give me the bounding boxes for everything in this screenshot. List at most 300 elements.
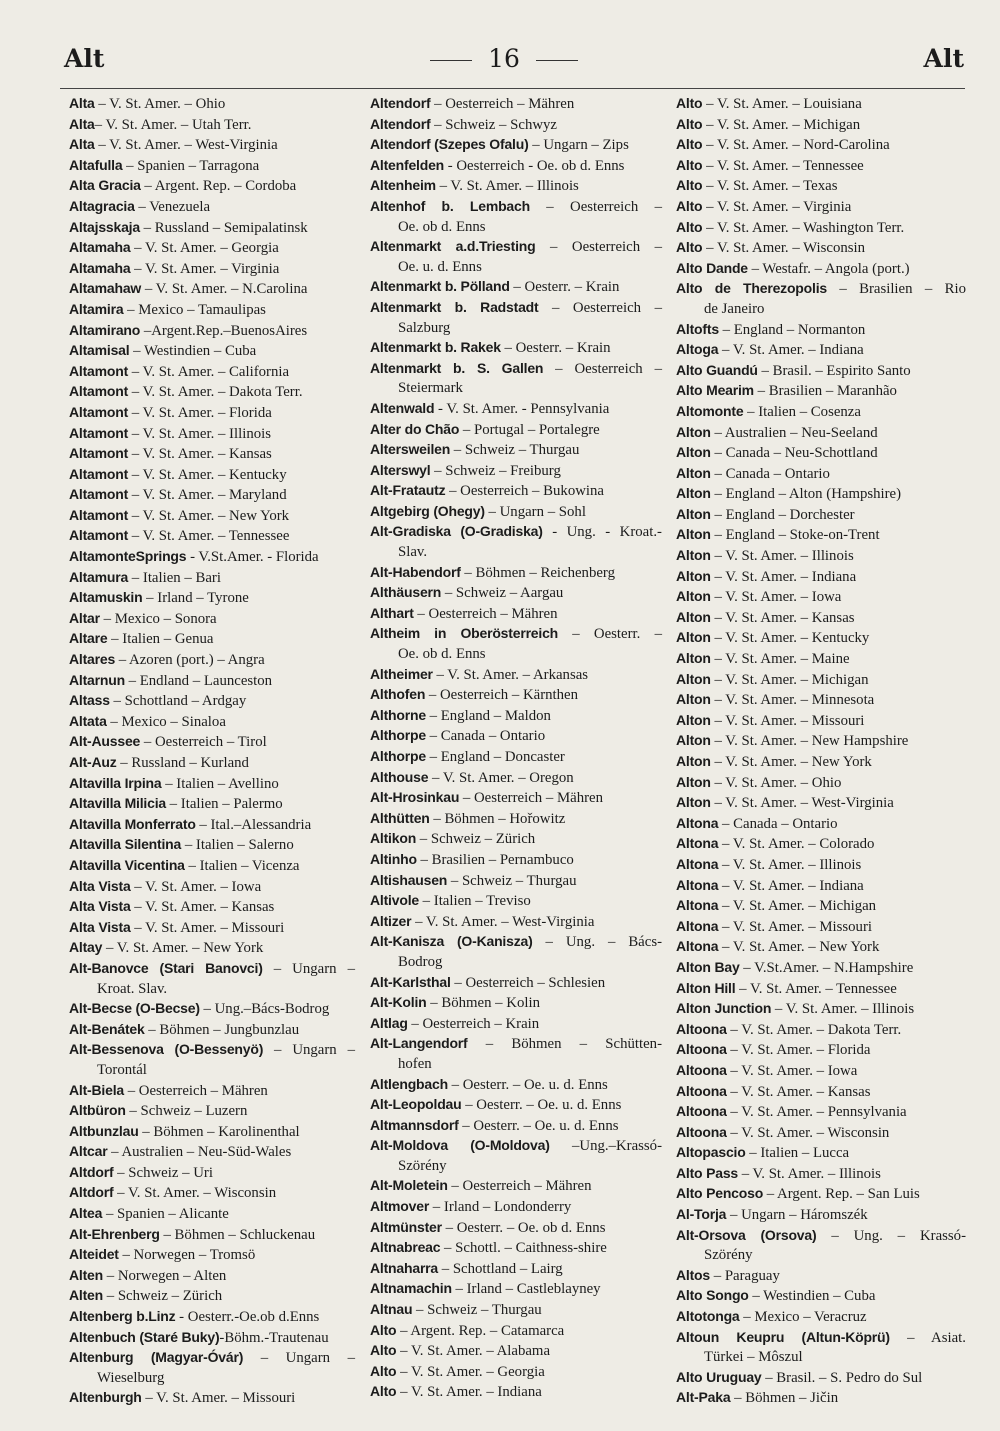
place-name: Altnabreac bbox=[370, 1239, 441, 1256]
location-description: – Irland – Castleblayney bbox=[451, 1281, 601, 1298]
place-name: Altavilla Silentina bbox=[69, 836, 182, 853]
place-name: Altoona bbox=[676, 1041, 727, 1058]
gazetteer-entry bbox=[370, 237, 662, 258]
place-name: Altendorf bbox=[370, 95, 431, 111]
gazetteer-entry bbox=[370, 298, 662, 319]
entry-continuation bbox=[370, 379, 662, 399]
location-description: – V. St. Amer. – Dakota Terr. bbox=[128, 384, 303, 401]
place-name: Althorne bbox=[370, 706, 426, 723]
place-name: Alt-Kanisza (O-Kanisza) bbox=[370, 933, 533, 950]
gazetteer-entry bbox=[69, 403, 355, 424]
gazetteer-entry bbox=[69, 321, 355, 342]
gazetteer-entry bbox=[676, 979, 966, 1000]
gazetteer-entry bbox=[676, 711, 966, 732]
location-description: – Böhmen – Kolin bbox=[426, 995, 540, 1012]
location-description: – V. St. Amer. – Louisiana bbox=[702, 96, 862, 112]
location-description: – V. St. Amer. – Tennessee bbox=[128, 528, 290, 545]
gazetteer-entry bbox=[676, 1143, 966, 1164]
location-description: –Argent.Rep.–BuenosAires bbox=[140, 322, 308, 339]
gazetteer-entry bbox=[676, 176, 966, 197]
place-name: Alton bbox=[676, 485, 711, 502]
gazetteer-entry bbox=[676, 94, 966, 115]
gazetteer-entry bbox=[69, 1328, 355, 1349]
place-name: Alt-Fratautz bbox=[370, 482, 446, 499]
location-description: -Böhm.-Trautenau bbox=[219, 1329, 329, 1346]
gazetteer-entry bbox=[370, 94, 662, 115]
gazetteer-entry bbox=[69, 609, 355, 630]
location-description: – V. St. Amer. – Illinois bbox=[771, 1001, 915, 1018]
place-name: Alton bbox=[676, 588, 711, 605]
gazetteer-entry bbox=[69, 1163, 355, 1184]
place-name: Altopascio bbox=[676, 1144, 746, 1161]
place-name: Alt-Habendorf bbox=[370, 563, 461, 580]
place-name: Alto Uruguay bbox=[676, 1368, 762, 1385]
location-description: – V. St. Amer. – Michigan bbox=[718, 898, 877, 915]
location-description: – Böhmen – Schütten- bbox=[467, 1036, 662, 1053]
gazetteer-entry bbox=[370, 1176, 662, 1197]
location-description: – Oesterreich – Mähren bbox=[413, 605, 558, 622]
location-description: – V. St. Amer. – Maryland bbox=[128, 487, 287, 504]
place-name: Altendorf bbox=[370, 115, 431, 132]
gazetteer-entry bbox=[69, 238, 355, 259]
gazetteer-entry bbox=[370, 440, 662, 461]
gazetteer-entry bbox=[676, 484, 966, 505]
place-name: Altass bbox=[69, 692, 110, 709]
place-name: Altamont bbox=[69, 445, 129, 462]
gazetteer-entry bbox=[69, 259, 355, 280]
entry-continuation bbox=[370, 1055, 662, 1075]
place-name: Alt-Leopoldau bbox=[370, 1096, 462, 1113]
location-description: – Ung.–Bács-Bodrog bbox=[199, 1001, 330, 1018]
location-description: – Westindien – Cuba bbox=[748, 1288, 876, 1305]
gazetteer-entry bbox=[370, 277, 662, 298]
gazetteer-entry bbox=[69, 877, 355, 898]
place-name: Altoga bbox=[676, 341, 719, 358]
gazetteer-entry bbox=[69, 629, 355, 650]
place-name: Altinho bbox=[370, 850, 417, 867]
place-name: Altenmarkt b. S. Gallen bbox=[370, 359, 544, 376]
gazetteer-entry bbox=[69, 794, 355, 815]
location-description: – Schweiz – Freiburg bbox=[430, 462, 561, 479]
gazetteer-entry bbox=[370, 135, 662, 156]
location-description: – Oesterreich – Mähren bbox=[124, 1082, 268, 1099]
gazetteer-entry bbox=[676, 1266, 966, 1287]
place-name: Altenhof b. Lembach bbox=[370, 197, 530, 214]
location-description: – Oesterreich – bbox=[538, 299, 662, 316]
gazetteer-entry bbox=[676, 1082, 966, 1103]
place-name: Altamira bbox=[69, 300, 124, 317]
place-name: Alton Junction bbox=[676, 1000, 772, 1017]
place-name: Alto bbox=[676, 218, 703, 235]
location-continuation: Torontál bbox=[97, 1061, 147, 1078]
gazetteer-entry bbox=[370, 604, 662, 625]
location-description: – V. St. Amer. – Iowa bbox=[710, 589, 842, 606]
place-name: Altafulla bbox=[69, 156, 123, 173]
location-description: – V. St. Amer. – Arkansas bbox=[432, 666, 589, 683]
gazetteer-entry bbox=[676, 238, 966, 259]
location-description: – Schweiz – Luzern bbox=[125, 1103, 248, 1120]
location-description: – Italien – Salerno bbox=[181, 837, 294, 854]
gazetteer-entry bbox=[676, 834, 966, 855]
place-name: Altenfelden bbox=[370, 156, 445, 173]
location-description: – Oesterr. – Krain bbox=[500, 340, 611, 357]
location-description: – V. St. Amer. – Tennessee bbox=[735, 980, 897, 997]
place-name: AltamonteSprings bbox=[69, 548, 187, 565]
gazetteer-entry bbox=[370, 461, 662, 482]
gazetteer-entry bbox=[370, 420, 662, 441]
gazetteer-entry bbox=[370, 1382, 662, 1403]
place-name: Alton Bay bbox=[676, 958, 740, 975]
gazetteer-entry bbox=[676, 814, 966, 835]
gazetteer-entry bbox=[69, 115, 355, 136]
gazetteer-entry bbox=[676, 1123, 966, 1144]
gazetteer-entry bbox=[370, 726, 662, 747]
entry-continuation bbox=[370, 543, 662, 563]
place-name: Altikon bbox=[370, 830, 417, 847]
location-description: – V. St. Amer. – Missouri bbox=[130, 919, 285, 936]
place-name: Alton bbox=[676, 732, 711, 749]
page-header bbox=[0, 38, 1000, 78]
location-description: – Böhmen – Karolinenthal bbox=[138, 1123, 300, 1140]
location-description: – Schweiz – Aargau bbox=[441, 585, 564, 602]
gazetteer-entry bbox=[69, 732, 355, 753]
place-name: Altagracia bbox=[69, 197, 135, 214]
gazetteer-entry bbox=[69, 547, 355, 568]
location-description: – Oesterr. – Krain bbox=[509, 279, 620, 296]
location-continuation: Kroat. Slav. bbox=[97, 980, 168, 997]
gazetteer-entry bbox=[370, 747, 662, 768]
location-description: – Ungarn – bbox=[243, 1350, 355, 1367]
location-continuation: Bodrog bbox=[398, 953, 443, 970]
location-description: – V. St. Amer. – Missouri bbox=[710, 712, 865, 729]
place-name: Altamaha bbox=[69, 239, 131, 256]
gazetteer-entry bbox=[370, 359, 662, 380]
location-description: - Oesterreich - Oe. ob d. Enns bbox=[444, 157, 625, 174]
gazetteer-entry bbox=[69, 1142, 355, 1163]
gazetteer-entry bbox=[370, 1075, 662, 1096]
place-name: Altgebirg (Ohegy) bbox=[370, 502, 485, 519]
gazetteer-entry bbox=[676, 1020, 966, 1041]
gazetteer-entry bbox=[69, 959, 355, 980]
gazetteer-entry bbox=[676, 608, 966, 629]
location-description: – Mexico – Sinaloa bbox=[106, 713, 226, 730]
gazetteer-entry bbox=[676, 567, 966, 588]
place-name: Alta bbox=[69, 95, 95, 111]
location-description: – Italien – Cosenza bbox=[743, 403, 861, 420]
location-description: – Italien – Avellino bbox=[161, 775, 279, 792]
entry-continuation bbox=[370, 218, 662, 238]
place-name: Altenwald bbox=[370, 399, 435, 416]
gazetteer-entry bbox=[69, 362, 355, 383]
gazetteer-entry bbox=[69, 485, 355, 506]
gazetteer-entry bbox=[370, 788, 662, 809]
gazetteer-entry bbox=[69, 1183, 355, 1204]
location-description: – Ungarn – Zips bbox=[528, 137, 629, 154]
location-description: – Oesterreich – bbox=[529, 198, 662, 215]
place-name: Alton bbox=[676, 505, 711, 522]
place-name: Altomonte bbox=[676, 402, 744, 419]
gazetteer-entry bbox=[676, 1205, 966, 1226]
gazetteer-entry bbox=[370, 1362, 662, 1383]
location-description: – Argent. Rep. – Catamarca bbox=[396, 1322, 565, 1339]
location-description: – Schottland – Ardgay bbox=[109, 693, 247, 710]
location-description: – England – Maldon bbox=[425, 707, 551, 724]
gazetteer-entry bbox=[370, 1300, 662, 1321]
gazetteer-entry bbox=[370, 481, 662, 502]
gazetteer-entry bbox=[676, 259, 966, 280]
place-name: Altlengbach bbox=[370, 1075, 448, 1092]
place-name: Altamont bbox=[69, 486, 129, 503]
place-name: Alt-Moldova (O-Moldova) bbox=[370, 1137, 550, 1154]
place-name: Alton bbox=[676, 608, 711, 625]
gazetteer-entry bbox=[370, 1218, 662, 1239]
location-description: – V. St. Amer. – Illinois bbox=[435, 178, 579, 195]
gazetteer-entry bbox=[676, 340, 966, 361]
location-description: – V. St. Amer. – Ohio bbox=[94, 96, 226, 112]
gazetteer-entry bbox=[370, 338, 662, 359]
place-name: Altheimer bbox=[370, 665, 433, 682]
place-name: Altona bbox=[676, 835, 719, 852]
place-name: Althouse bbox=[370, 768, 429, 785]
place-name: Altona bbox=[676, 876, 719, 893]
gazetteer-entry bbox=[370, 973, 662, 994]
place-name: Alt-Bessenova (O-Bessenyö) bbox=[69, 1041, 264, 1058]
location-description: – Endland – Launceston bbox=[124, 672, 273, 689]
location-description: – V. St. Amer. – Illinois bbox=[710, 548, 854, 565]
gazetteer-entry bbox=[69, 1286, 355, 1307]
gazetteer-entry bbox=[370, 850, 662, 871]
location-description: – V. St. Amer. – New York bbox=[718, 939, 880, 956]
location-description: – V. St. Amer. – Utah Terr. bbox=[94, 116, 252, 133]
location-description: – Schweiz – Thurgau bbox=[447, 872, 577, 889]
place-name: Althofen bbox=[370, 686, 426, 703]
gazetteer-entry bbox=[370, 1095, 662, 1116]
gazetteer-entry bbox=[676, 443, 966, 464]
place-name: Alt-Gradiska (O-Gradiska) bbox=[370, 523, 543, 540]
location-description: – V. St. Amer. – Minnesota bbox=[710, 692, 875, 709]
gazetteer-entry bbox=[676, 115, 966, 136]
gazetteer-entry bbox=[370, 502, 662, 523]
gazetteer-entry bbox=[69, 341, 355, 362]
location-description: – V. St. Amer. – Kansas bbox=[710, 609, 855, 626]
gazetteer-entry bbox=[69, 1020, 355, 1041]
gazetteer-entry bbox=[676, 731, 966, 752]
place-name: Altamont bbox=[69, 362, 129, 379]
place-name: Altoona bbox=[676, 1020, 727, 1037]
gazetteer-entry bbox=[370, 809, 662, 830]
column-1 bbox=[69, 94, 355, 1409]
location-description: – Spanien – Tarragona bbox=[122, 157, 260, 174]
location-description: – Italien – Treviso bbox=[418, 893, 531, 910]
location-description: – Schweiz – Zürich bbox=[103, 1288, 223, 1305]
place-name: Alton bbox=[676, 444, 711, 461]
gazetteer-entry bbox=[676, 361, 966, 382]
gazetteer-entry bbox=[676, 546, 966, 567]
location-description: – Brasilien – Rio bbox=[826, 281, 966, 298]
location-description: – Venezuela bbox=[134, 198, 211, 215]
place-name: Alt-Aussee bbox=[69, 733, 141, 750]
location-description: – Böhmen – Schluckenau bbox=[159, 1226, 316, 1243]
header-rule bbox=[60, 88, 965, 89]
location-description: – V.St.Amer. – N.Hampshire bbox=[739, 959, 914, 976]
location-description: – V. St. Amer. – Indiana bbox=[718, 342, 864, 359]
place-name: Alto bbox=[676, 115, 703, 132]
place-name: Alt-Kolin bbox=[370, 994, 427, 1011]
gazetteer-entry bbox=[676, 876, 966, 897]
location-description: – V. St. Amer. – Oregon bbox=[428, 769, 574, 786]
place-name: Alton bbox=[676, 691, 711, 708]
place-name: Alton bbox=[676, 423, 711, 440]
gazetteer-entry bbox=[370, 891, 662, 912]
gazetteer-entry bbox=[676, 690, 966, 711]
gazetteer-entry bbox=[676, 1226, 966, 1247]
place-name: Alton bbox=[676, 773, 711, 790]
place-name: Alto bbox=[370, 1383, 397, 1400]
gazetteer-entry bbox=[676, 279, 966, 300]
place-name: Alton bbox=[676, 650, 711, 667]
location-description: – Brasilien – Pernambuco bbox=[416, 851, 574, 868]
place-name: Altoona bbox=[676, 1103, 727, 1120]
gazetteer-entry bbox=[69, 1388, 355, 1409]
gazetteer-entry bbox=[69, 856, 355, 877]
gazetteer-entry bbox=[676, 381, 966, 402]
entry-continuation bbox=[69, 1061, 355, 1081]
gazetteer-entry bbox=[370, 624, 662, 645]
location-description: – Ungarn – bbox=[262, 960, 355, 977]
location-description: – V. St. Amer. – Illinois bbox=[738, 1165, 881, 1182]
gazetteer-entry bbox=[676, 402, 966, 423]
place-name: Alten bbox=[69, 1287, 104, 1304]
header-dash-right bbox=[536, 60, 578, 61]
gazetteer-entry bbox=[69, 1245, 355, 1266]
gazetteer-entry bbox=[370, 115, 662, 136]
gazetteer-entry bbox=[69, 156, 355, 177]
place-name: Alta Gracia bbox=[69, 177, 141, 194]
location-description: – Ung. – Krassó- bbox=[816, 1227, 966, 1244]
location-description: – Argent. Rep. – San Luis bbox=[763, 1186, 920, 1203]
place-name: Altavilla Milicia bbox=[69, 795, 166, 812]
gazetteer-entry bbox=[370, 665, 662, 686]
location-description: – V. St. Amer. – Florida bbox=[726, 1042, 871, 1059]
gazetteer-entry bbox=[370, 829, 662, 850]
place-name: Altendorf (Szepes Ofalu) bbox=[370, 136, 529, 153]
gazetteer-entry bbox=[69, 465, 355, 486]
place-name: Altamaha bbox=[69, 259, 131, 276]
place-name: Altamont bbox=[69, 465, 129, 482]
location-description: – Ungarn – Háromszék bbox=[726, 1207, 868, 1224]
gazetteer-entry bbox=[69, 506, 355, 527]
location-description: – Azoren (port.) – Angra bbox=[115, 652, 265, 669]
gazetteer-entry bbox=[69, 218, 355, 239]
place-name: Alto Dande bbox=[676, 259, 748, 276]
place-name: Altofts bbox=[676, 320, 719, 337]
location-description: – Norwegen – Alten bbox=[103, 1267, 227, 1284]
place-name: Altay bbox=[69, 939, 103, 956]
location-continuation: Szörény bbox=[398, 1157, 447, 1174]
location-description: – V. St. Amer. – Washington Terr. bbox=[702, 219, 905, 236]
location-description: – Ungarn – Sohl bbox=[484, 503, 586, 520]
location-description: - Ung. - Kroat.- bbox=[542, 524, 662, 541]
place-name: Alto de Therezopolis bbox=[676, 280, 827, 297]
place-name: Alton bbox=[676, 526, 711, 543]
location-continuation: de Janeiro bbox=[704, 300, 765, 317]
place-name: Altajsskaja bbox=[69, 218, 140, 235]
place-name: Alta bbox=[69, 115, 95, 132]
entry-continuation bbox=[370, 645, 662, 665]
gazetteer-entry bbox=[69, 1040, 355, 1061]
place-name: Alt-Hrosinkau bbox=[370, 789, 460, 806]
location-description: – V. St. Amer. – Michigan bbox=[710, 671, 869, 688]
gazetteer-entry bbox=[69, 176, 355, 197]
location-description: – V. St. Amer. – Missouri bbox=[141, 1390, 296, 1407]
place-name: Alt-Orsova (Orsova) bbox=[676, 1226, 817, 1243]
location-description: – Oesterreich – Mähren bbox=[447, 1178, 592, 1195]
location-description: – Ungarn – bbox=[263, 1042, 355, 1059]
gazetteer-entry bbox=[69, 918, 355, 939]
location-description: – V. St. Amer. – New York bbox=[102, 940, 264, 957]
location-description: – England – Normanton bbox=[718, 321, 866, 338]
place-name: Alton bbox=[676, 629, 711, 646]
gazetteer-entry bbox=[676, 197, 966, 218]
gazetteer-entry bbox=[69, 835, 355, 856]
location-description: – V. St. Amer. – Virginia bbox=[702, 198, 852, 215]
location-description: – Italien – Bari bbox=[128, 569, 221, 586]
place-name: Altoona bbox=[676, 1061, 727, 1078]
location-description: – V. St. Amer. – Wisconsin bbox=[726, 1124, 890, 1141]
gazetteer-entry bbox=[370, 1321, 662, 1342]
location-description: – V. St. Amer. – Kentucky bbox=[710, 630, 870, 647]
location-description: – England – Dorchester bbox=[710, 506, 855, 523]
gazetteer-entry bbox=[676, 1307, 966, 1328]
gazetteer-entry bbox=[370, 583, 662, 604]
location-description: – V. St. Amer. – Indiana bbox=[396, 1384, 542, 1401]
place-name: Altamura bbox=[69, 568, 129, 585]
place-name: Altamisal bbox=[69, 342, 130, 359]
gazetteer-entry bbox=[69, 1266, 355, 1287]
location-description: – Italien – Palermo bbox=[165, 796, 283, 813]
location-description: – V. St. Amer. – New York bbox=[128, 507, 290, 524]
location-description: – V. St. Amer. – West-Virginia bbox=[710, 795, 894, 812]
location-description: – V. St. Amer. – Wisconsin bbox=[113, 1185, 277, 1202]
place-name: Alterswyl bbox=[370, 461, 431, 478]
location-description: – Asiat. bbox=[889, 1329, 966, 1346]
place-name: Altar bbox=[69, 609, 100, 626]
location-description: – V. St. Amer. – Maine bbox=[710, 651, 850, 668]
location-description: – V. St. Amer. – Ohio bbox=[710, 774, 842, 791]
location-description: – V. St. Amer. – Colorado bbox=[718, 836, 875, 853]
place-name: Altivole bbox=[370, 892, 419, 909]
place-name: Alt-Moletein bbox=[370, 1177, 448, 1194]
column-2 bbox=[370, 94, 662, 1403]
location-description: – Mexico – Veracruz bbox=[739, 1309, 867, 1326]
place-name: Altdorf bbox=[69, 1184, 114, 1201]
place-name: Alto Mearim bbox=[676, 382, 754, 399]
place-name: Alto bbox=[370, 1362, 397, 1379]
location-description: – Schweiz – Schwyz bbox=[430, 116, 557, 133]
gazetteer-entry bbox=[676, 464, 966, 485]
place-name: Alton bbox=[676, 547, 711, 564]
place-name: Alton bbox=[676, 670, 711, 687]
gazetteer-entry bbox=[69, 1307, 355, 1328]
location-description: – V. St. Amer. – Kentucky bbox=[128, 466, 287, 483]
place-name: Altenmarkt b. Rakek bbox=[370, 339, 501, 356]
place-name: Alto bbox=[676, 197, 703, 214]
location-description: – V. St. Amer. – Illinois bbox=[718, 856, 862, 873]
gazetteer-entry bbox=[676, 135, 966, 156]
place-name: Alt-Karlsthal bbox=[370, 973, 451, 990]
location-description: – V. St. Amer. – Indiana bbox=[718, 877, 864, 894]
gazetteer-entry bbox=[69, 197, 355, 218]
